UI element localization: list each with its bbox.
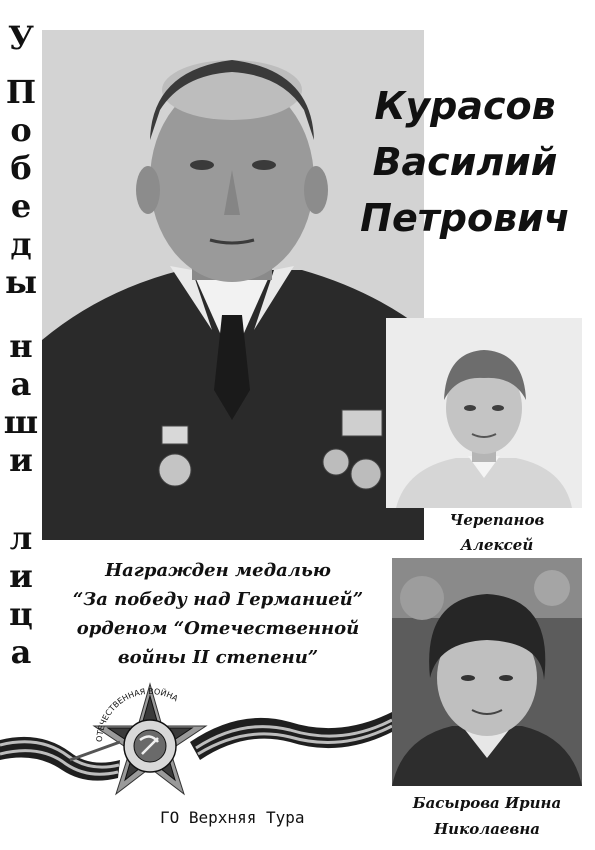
student-surname: Черепанов: [449, 511, 545, 529]
teacher-name: Басырова Ирина: [412, 794, 562, 812]
order-star-icon: [0, 682, 392, 802]
slogan-letter: и: [9, 441, 33, 479]
teacher-photo-illustration: [392, 558, 582, 786]
award-line: орденом “Отечественной: [76, 618, 360, 639]
hero-patronymic: Петрович: [360, 196, 570, 240]
emblem-ring-text: ОТЕЧЕСТВЕННАЯ ВОЙНА: [94, 686, 180, 743]
teacher-caption: [392, 790, 582, 842]
student-photo: [386, 318, 582, 508]
award-line: Награжден медалью: [105, 560, 331, 581]
slogan-letter: о: [10, 111, 32, 149]
hero-surname: Курасов: [374, 84, 556, 128]
slogan-letter: П: [5, 73, 37, 111]
slogan-letter: ш: [3, 403, 39, 441]
award-line: войны II степени”: [117, 647, 319, 668]
slogan-letter: д: [10, 225, 32, 263]
student-photo-illustration: [386, 318, 582, 508]
slogan-letter: ц: [9, 595, 33, 633]
teacher-patronymic: Николаевна: [434, 820, 540, 838]
slogan-letter: б: [10, 149, 32, 187]
award-line: “За победу над Германией”: [72, 589, 364, 610]
student-caption: [412, 508, 582, 558]
slogan-letter: ы: [4, 263, 38, 301]
slogan-letter: е: [10, 187, 32, 225]
hero-first-name: Василий: [372, 140, 558, 184]
footer-location: ГО Верхняя Тура: [160, 808, 305, 827]
slogan-letter: н: [9, 327, 33, 365]
hero-name: [360, 78, 570, 246]
student-first-name: Алексей: [460, 536, 534, 554]
order-emblem: [0, 682, 392, 802]
teacher-photo: [392, 558, 582, 786]
slogan-letter: а: [10, 633, 32, 671]
slogan-letter: а: [10, 365, 32, 403]
slogan-letter: У: [8, 19, 34, 57]
slogan-letter: л: [9, 519, 33, 557]
slogan-letter: и: [9, 557, 33, 595]
award-text: [50, 556, 386, 672]
